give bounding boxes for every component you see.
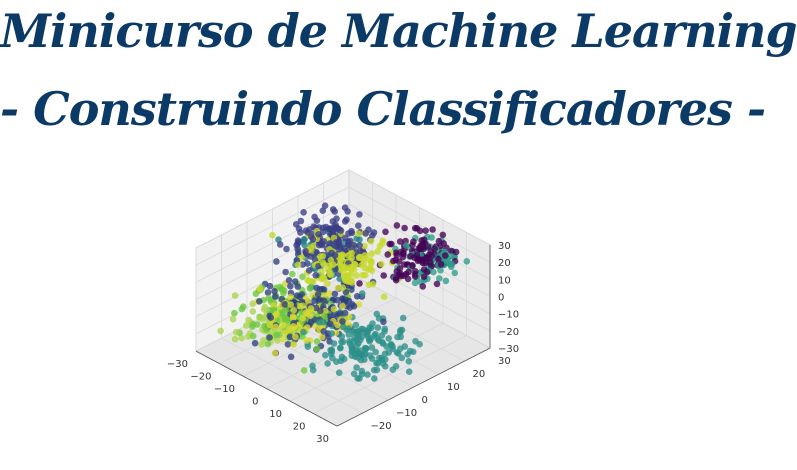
data-point <box>319 334 326 341</box>
data-point <box>371 375 378 382</box>
data-point <box>368 250 375 257</box>
data-point <box>327 321 334 328</box>
z-tick-label: 10 <box>498 275 511 287</box>
data-point <box>301 367 308 374</box>
data-point <box>452 270 459 277</box>
data-point <box>311 214 318 221</box>
data-point <box>362 350 369 357</box>
data-point <box>406 358 413 365</box>
data-point <box>356 254 363 261</box>
data-point <box>239 306 246 313</box>
data-point <box>397 334 404 341</box>
data-point <box>300 209 307 216</box>
data-point <box>314 338 321 345</box>
data-point <box>267 314 274 321</box>
data-point <box>406 368 413 375</box>
data-point <box>390 366 397 373</box>
data-point <box>421 266 428 273</box>
data-point <box>327 271 334 278</box>
data-point <box>356 375 363 382</box>
data-point <box>438 261 445 268</box>
data-point <box>367 336 374 343</box>
data-point <box>349 301 356 308</box>
data-point <box>381 293 388 300</box>
y-tick-label: 20 <box>472 369 486 381</box>
data-point <box>230 316 237 323</box>
data-point <box>349 279 356 286</box>
data-point <box>354 293 361 300</box>
data-point <box>272 350 279 357</box>
data-point <box>339 303 346 310</box>
data-point <box>359 272 366 279</box>
data-point <box>250 321 257 328</box>
data-point <box>324 280 331 287</box>
data-point <box>378 261 385 268</box>
data-point <box>232 292 239 299</box>
data-point <box>448 264 455 271</box>
data-point <box>266 334 273 341</box>
data-point <box>342 276 349 283</box>
data-point <box>300 329 307 336</box>
y-tick-label: 0 <box>421 395 428 407</box>
data-point <box>442 252 449 259</box>
data-point <box>307 284 314 291</box>
data-point <box>353 342 360 349</box>
data-point <box>431 245 438 252</box>
data-point <box>328 330 335 337</box>
data-point <box>409 242 416 249</box>
data-point <box>397 327 404 334</box>
data-point <box>330 261 337 268</box>
data-point <box>382 363 389 370</box>
data-point <box>283 246 290 253</box>
data-point <box>388 341 395 348</box>
data-point <box>316 319 323 326</box>
data-point <box>443 278 450 285</box>
data-point <box>265 341 272 348</box>
data-point <box>272 324 279 331</box>
data-point <box>232 336 239 343</box>
data-point <box>306 267 313 274</box>
title-line-1: Minicurso de Machine Learning <box>0 4 797 58</box>
z-tick-label: 30 <box>498 240 511 252</box>
data-point <box>308 253 315 260</box>
data-point <box>256 298 263 305</box>
data-point <box>318 268 325 275</box>
data-point <box>348 228 355 235</box>
data-point <box>375 324 382 331</box>
data-point <box>373 360 380 367</box>
data-point <box>429 226 436 233</box>
data-point <box>401 225 408 232</box>
data-point <box>434 281 441 288</box>
data-point <box>394 222 401 229</box>
data-point <box>323 224 330 231</box>
data-point <box>324 360 331 367</box>
data-point <box>332 291 339 298</box>
data-point <box>401 261 408 268</box>
data-point <box>290 341 297 348</box>
data-point <box>347 264 354 271</box>
data-point <box>345 325 352 332</box>
data-point <box>294 246 301 253</box>
data-point <box>355 354 362 361</box>
x-tick-label: 10 <box>269 409 282 421</box>
x-tick-label: −30 <box>166 359 188 371</box>
data-point <box>436 238 443 245</box>
x-tick-label: −20 <box>190 371 212 383</box>
data-point <box>336 369 343 376</box>
data-point <box>277 241 284 248</box>
data-point <box>336 239 343 246</box>
data-point <box>289 271 296 278</box>
data-point <box>412 280 419 287</box>
data-point <box>412 273 419 280</box>
data-point <box>386 241 393 248</box>
data-point <box>370 281 377 288</box>
data-point <box>353 272 360 279</box>
data-point <box>273 258 280 265</box>
data-point <box>428 234 435 241</box>
y-tick-label: 30 <box>498 356 511 368</box>
data-point <box>348 250 355 257</box>
data-point <box>285 341 292 348</box>
data-point <box>231 310 238 317</box>
data-point <box>280 336 287 343</box>
data-point <box>340 284 347 291</box>
data-point <box>374 311 381 318</box>
data-point <box>304 311 311 318</box>
data-point <box>338 339 345 346</box>
data-point <box>272 293 279 300</box>
data-point <box>337 345 344 352</box>
x-tick-label: 20 <box>292 421 306 433</box>
data-point <box>288 301 295 308</box>
data-point <box>305 343 312 350</box>
data-point <box>407 348 414 355</box>
data-point <box>331 306 338 313</box>
data-point <box>464 258 471 265</box>
data-point <box>303 337 310 344</box>
x-tick-label: 30 <box>316 434 329 446</box>
data-point <box>286 277 293 284</box>
data-point <box>261 306 268 313</box>
data-point <box>362 345 369 352</box>
data-point <box>313 285 320 292</box>
data-point <box>343 216 350 223</box>
data-point <box>417 228 424 235</box>
z-tick-label: 0 <box>498 292 505 304</box>
data-point <box>293 221 300 228</box>
data-point <box>344 208 351 215</box>
data-point <box>322 202 329 209</box>
data-point <box>398 273 405 280</box>
data-point <box>374 367 381 374</box>
data-point <box>287 283 294 290</box>
title-line-2: - Construindo Classificadores - <box>0 82 766 136</box>
data-point <box>423 255 430 262</box>
data-point <box>332 252 339 259</box>
data-point <box>357 248 364 255</box>
data-point <box>412 338 419 345</box>
data-point <box>290 313 297 320</box>
y-tick-label: −10 <box>396 408 418 420</box>
data-point <box>295 262 302 269</box>
data-point <box>375 337 382 344</box>
data-point <box>348 349 355 356</box>
data-point <box>365 327 372 334</box>
data-point <box>297 303 304 310</box>
data-point <box>397 345 404 352</box>
data-point <box>333 358 340 365</box>
data-point <box>318 276 325 283</box>
data-point <box>380 272 387 279</box>
data-point <box>368 238 375 245</box>
data-point <box>304 229 311 236</box>
data-point <box>355 222 362 229</box>
data-point <box>354 336 361 343</box>
data-point <box>420 283 427 290</box>
data-point <box>320 328 327 335</box>
data-point <box>315 231 322 238</box>
data-point <box>317 253 324 260</box>
y-tick-label: −20 <box>370 421 392 433</box>
data-point <box>267 322 274 329</box>
data-point <box>314 346 321 353</box>
data-point <box>338 227 345 234</box>
data-point <box>292 278 299 285</box>
data-point <box>288 354 295 361</box>
data-point <box>265 289 272 296</box>
data-point <box>320 297 327 304</box>
data-point <box>339 251 346 258</box>
data-point <box>380 319 387 326</box>
data-point <box>292 334 299 341</box>
data-point <box>355 230 362 237</box>
data-point <box>385 335 392 342</box>
data-point <box>233 329 240 336</box>
data-point <box>339 318 346 325</box>
data-point <box>369 267 376 274</box>
data-point <box>252 340 259 347</box>
data-point <box>322 352 329 359</box>
data-point <box>273 332 280 339</box>
data-point <box>353 329 360 336</box>
data-point <box>453 249 460 256</box>
z-tick-label: −20 <box>498 326 520 338</box>
data-point <box>250 333 257 340</box>
data-point <box>256 286 263 293</box>
data-point <box>356 211 363 218</box>
data-point <box>290 307 297 314</box>
data-point <box>320 260 327 267</box>
data-point <box>250 308 257 315</box>
data-point <box>285 327 292 334</box>
data-point <box>390 258 397 265</box>
data-point <box>329 347 336 354</box>
data-point <box>379 357 386 364</box>
data-point <box>321 238 328 245</box>
data-point <box>403 242 410 249</box>
data-point <box>282 301 289 308</box>
data-point <box>317 308 324 315</box>
x-tick-label: 0 <box>252 396 259 408</box>
data-point <box>282 315 289 322</box>
data-point <box>382 229 389 236</box>
data-point <box>269 232 276 239</box>
y-tick-label: 10 <box>447 382 460 394</box>
data-point <box>356 280 363 287</box>
data-point <box>380 238 387 245</box>
data-point <box>353 364 360 371</box>
data-point <box>363 230 370 237</box>
data-point <box>356 242 363 249</box>
data-point <box>310 236 317 243</box>
data-point <box>364 371 371 378</box>
data-point <box>280 322 287 329</box>
data-point <box>330 206 337 213</box>
data-point <box>417 244 424 251</box>
data-point <box>331 340 338 347</box>
data-point <box>361 356 368 363</box>
data-point <box>371 229 378 236</box>
data-point <box>278 286 285 293</box>
data-point <box>381 328 388 335</box>
z-tick-label: −10 <box>498 309 520 321</box>
data-point <box>366 257 373 264</box>
data-point <box>398 249 405 256</box>
x-tick-label: −10 <box>213 384 235 396</box>
data-point <box>312 272 319 279</box>
data-point <box>400 315 407 322</box>
z-tick-label: −30 <box>498 344 520 356</box>
data-point <box>353 322 360 329</box>
data-point <box>347 238 354 245</box>
z-tick-label: 20 <box>498 258 511 270</box>
data-point <box>267 283 274 290</box>
data-point <box>287 294 294 301</box>
data-point <box>333 215 340 222</box>
data-point <box>421 273 428 280</box>
data-point <box>334 297 341 304</box>
data-point <box>282 269 289 276</box>
data-point <box>440 232 447 239</box>
data-point <box>358 262 365 269</box>
data-point <box>310 279 317 286</box>
data-point <box>309 363 316 370</box>
data-point <box>384 251 391 258</box>
data-point <box>302 248 309 255</box>
data-point <box>217 328 224 335</box>
